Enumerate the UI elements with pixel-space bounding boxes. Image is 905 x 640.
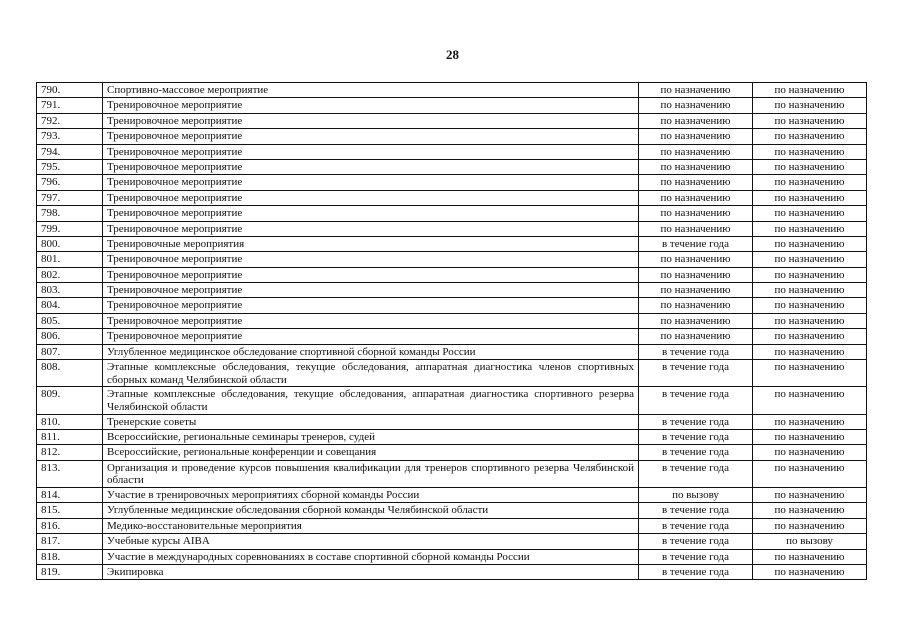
term-cell: по вызову: [639, 488, 753, 503]
table-row: [37, 283, 867, 298]
term-cell: в течение года: [639, 565, 753, 580]
term-cell: в течение года: [639, 534, 753, 549]
events-table: [36, 82, 867, 580]
event-name-cell: Тренерские советы: [103, 414, 639, 429]
table-row: [37, 429, 867, 444]
row-number-cell: 802.: [37, 267, 103, 282]
term-cell: по назначению: [639, 206, 753, 221]
place-cell: по назначению: [753, 267, 867, 282]
event-name-cell: Тренировочное мероприятие: [103, 175, 639, 190]
place-cell: по назначению: [753, 175, 867, 190]
place-cell: по назначению: [753, 329, 867, 344]
row-number-cell: 817.: [37, 534, 103, 549]
event-name-cell: Тренировочное мероприятие: [103, 159, 639, 174]
row-number-cell: 800.: [37, 236, 103, 251]
event-name-cell: Этапные комплексные обследования, текущие обследования, аппаратная диагностика спортивного резерва Челябинской области: [103, 387, 639, 414]
table-row: [37, 503, 867, 518]
table-row: [37, 329, 867, 344]
place-cell: по назначению: [753, 565, 867, 580]
place-cell: по назначению: [753, 549, 867, 564]
event-name-cell: Медико-восстановительные мероприятия: [103, 518, 639, 533]
event-name-cell: Тренировочное мероприятие: [103, 144, 639, 159]
row-number-cell: 816.: [37, 518, 103, 533]
row-number-cell: 806.: [37, 329, 103, 344]
table-row: [37, 488, 867, 503]
term-cell: по назначению: [639, 329, 753, 344]
row-number-cell: 799.: [37, 221, 103, 236]
place-cell: по назначению: [753, 503, 867, 518]
table-row: [37, 190, 867, 205]
row-number-cell: 819.: [37, 565, 103, 580]
table-row: [37, 221, 867, 236]
term-cell: в течение года: [639, 236, 753, 251]
row-number-cell: 810.: [37, 414, 103, 429]
place-cell: по назначению: [753, 283, 867, 298]
event-name-cell: Участие в тренировочных мероприятиях сборной команды России: [103, 488, 639, 503]
place-cell: по назначению: [753, 83, 867, 98]
term-cell: по назначению: [639, 159, 753, 174]
event-name-cell: Тренировочное мероприятие: [103, 206, 639, 221]
row-number-cell: 808.: [37, 360, 103, 387]
table-row: [37, 252, 867, 267]
table-row: [37, 387, 867, 414]
term-cell: по назначению: [639, 98, 753, 113]
row-number-cell: 807.: [37, 344, 103, 359]
row-number-cell: 804.: [37, 298, 103, 313]
place-cell: по назначению: [753, 518, 867, 533]
place-cell: по назначению: [753, 429, 867, 444]
place-cell: по назначению: [753, 344, 867, 359]
table-row: [37, 113, 867, 128]
place-cell: по назначению: [753, 414, 867, 429]
term-cell: по назначению: [639, 175, 753, 190]
term-cell: в течение года: [639, 387, 753, 414]
place-cell: по назначению: [753, 387, 867, 414]
event-name-cell: Тренировочное мероприятие: [103, 329, 639, 344]
term-cell: в течение года: [639, 503, 753, 518]
row-number-cell: 814.: [37, 488, 103, 503]
table-row: [37, 534, 867, 549]
place-cell: по вызову: [753, 534, 867, 549]
event-name-cell: Тренировочное мероприятие: [103, 98, 639, 113]
term-cell: в течение года: [639, 518, 753, 533]
place-cell: по назначению: [753, 298, 867, 313]
row-number-cell: 798.: [37, 206, 103, 221]
place-cell: по назначению: [753, 360, 867, 387]
table-row: [37, 518, 867, 533]
event-name-cell: Тренировочное мероприятие: [103, 252, 639, 267]
table-row: [37, 313, 867, 328]
table-row: [37, 267, 867, 282]
table-row: [37, 360, 867, 387]
event-name-cell: Тренировочное мероприятие: [103, 113, 639, 128]
place-cell: по назначению: [753, 113, 867, 128]
table-row: [37, 206, 867, 221]
event-name-cell: Тренировочное мероприятие: [103, 129, 639, 144]
term-cell: по назначению: [639, 313, 753, 328]
event-name-cell: Этапные комплексные обследования, текущие обследования, аппаратная диагностика членов спортивных сборных команд Челябинской области: [103, 360, 639, 387]
place-cell: по назначению: [753, 190, 867, 205]
place-cell: по назначению: [753, 252, 867, 267]
row-number-cell: 815.: [37, 503, 103, 518]
event-name-cell: Спортивно-массовое мероприятие: [103, 83, 639, 98]
table-row: [37, 83, 867, 98]
table-row: [37, 159, 867, 174]
table-row: [37, 129, 867, 144]
place-cell: по назначению: [753, 445, 867, 460]
place-cell: по назначению: [753, 460, 867, 487]
term-cell: по назначению: [639, 283, 753, 298]
place-cell: по назначению: [753, 129, 867, 144]
place-cell: по назначению: [753, 206, 867, 221]
term-cell: по назначению: [639, 252, 753, 267]
event-name-cell: Тренировочное мероприятие: [103, 298, 639, 313]
term-cell: в течение года: [639, 344, 753, 359]
place-cell: по назначению: [753, 144, 867, 159]
place-cell: по назначению: [753, 488, 867, 503]
term-cell: в течение года: [639, 429, 753, 444]
event-name-cell: Участие в международных соревнованиях в составе спортивной сборной команды России: [103, 549, 639, 564]
table-row: [37, 460, 867, 487]
term-cell: в течение года: [639, 460, 753, 487]
table-row: [37, 98, 867, 113]
term-cell: в течение года: [639, 360, 753, 387]
row-number-cell: 813.: [37, 460, 103, 487]
term-cell: в течение года: [639, 445, 753, 460]
row-number-cell: 793.: [37, 129, 103, 144]
term-cell: по назначению: [639, 298, 753, 313]
row-number-cell: 801.: [37, 252, 103, 267]
event-name-cell: Экипировка: [103, 565, 639, 580]
place-cell: по назначению: [753, 159, 867, 174]
term-cell: в течение года: [639, 414, 753, 429]
event-name-cell: Тренировочные мероприятия: [103, 236, 639, 251]
event-name-cell: Углубленные медицинские обследования сборной команды Челябинской области: [103, 503, 639, 518]
event-name-cell: Тренировочное мероприятие: [103, 190, 639, 205]
term-cell: по назначению: [639, 267, 753, 282]
row-number-cell: 812.: [37, 445, 103, 460]
table-row: [37, 344, 867, 359]
term-cell: по назначению: [639, 190, 753, 205]
row-number-cell: 818.: [37, 549, 103, 564]
event-name-cell: Всероссийские, региональные семинары тренеров, судей: [103, 429, 639, 444]
event-name-cell: Тренировочное мероприятие: [103, 283, 639, 298]
table-row: [37, 144, 867, 159]
place-cell: по назначению: [753, 98, 867, 113]
row-number-cell: 796.: [37, 175, 103, 190]
table-body: [37, 83, 867, 580]
table-row: [37, 175, 867, 190]
term-cell: по назначению: [639, 144, 753, 159]
row-number-cell: 805.: [37, 313, 103, 328]
event-name-cell: Организация и проведение курсов повышения квалификации для тренеров спортивного резерва Челябинской области: [103, 460, 639, 487]
term-cell: по назначению: [639, 221, 753, 236]
row-number-cell: 803.: [37, 283, 103, 298]
table-row: [37, 445, 867, 460]
event-name-cell: Тренировочное мероприятие: [103, 221, 639, 236]
row-number-cell: 811.: [37, 429, 103, 444]
place-cell: по назначению: [753, 221, 867, 236]
table-row: [37, 414, 867, 429]
row-number-cell: 797.: [37, 190, 103, 205]
table-row: [37, 298, 867, 313]
place-cell: по назначению: [753, 236, 867, 251]
row-number-cell: 795.: [37, 159, 103, 174]
event-name-cell: Углубленное медицинское обследование спортивной сборной команды России: [103, 344, 639, 359]
term-cell: по назначению: [639, 113, 753, 128]
event-name-cell: Тренировочное мероприятие: [103, 267, 639, 282]
table-row: [37, 236, 867, 251]
event-name-cell: Всероссийские, региональные конференции и совещания: [103, 445, 639, 460]
table-row: [37, 565, 867, 580]
row-number-cell: 791.: [37, 98, 103, 113]
event-name-cell: Учебные курсы AIBA: [103, 534, 639, 549]
row-number-cell: 809.: [37, 387, 103, 414]
row-number-cell: 794.: [37, 144, 103, 159]
row-number-cell: 792.: [37, 113, 103, 128]
term-cell: по назначению: [639, 129, 753, 144]
row-number-cell: 790.: [37, 83, 103, 98]
term-cell: в течение года: [639, 549, 753, 564]
event-name-cell: Тренировочное мероприятие: [103, 313, 639, 328]
page-number: 28: [446, 47, 459, 62]
table-row: [37, 549, 867, 564]
place-cell: по назначению: [753, 313, 867, 328]
term-cell: по назначению: [639, 83, 753, 98]
